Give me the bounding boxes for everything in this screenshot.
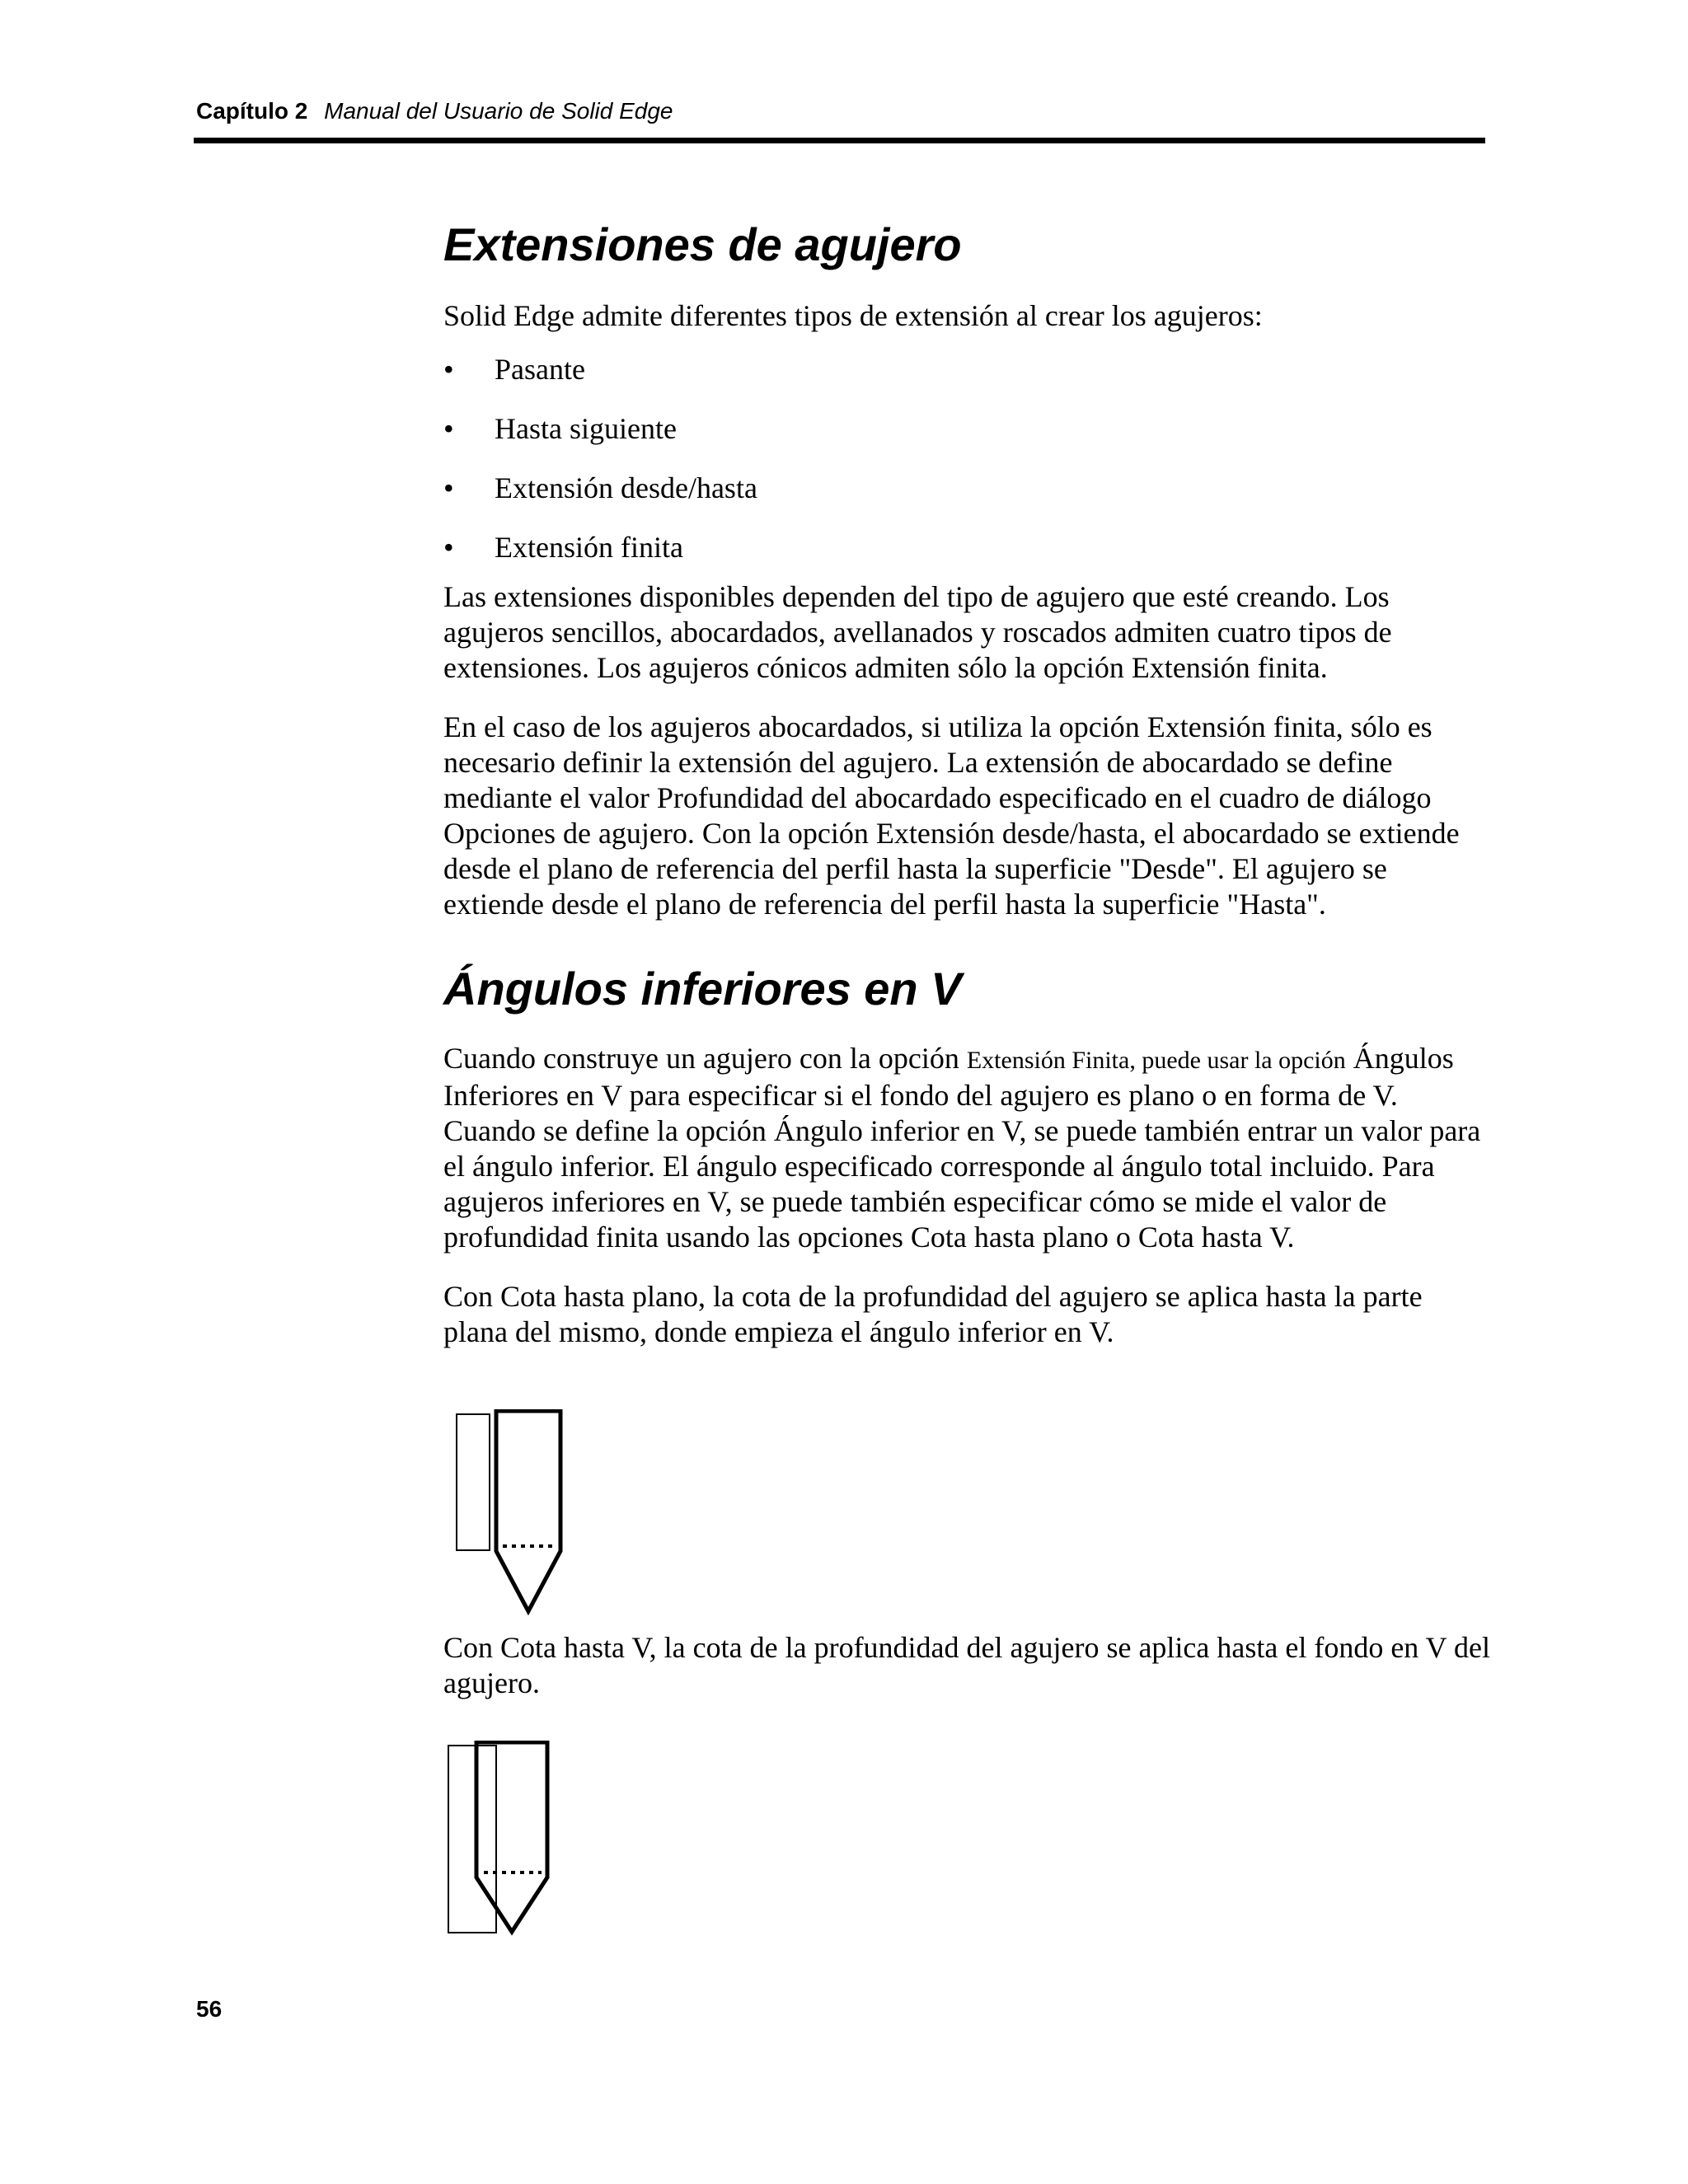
extension-types-list — [443, 352, 1490, 565]
body-paragraph: Las extensiones disponibles dependen del tipo de agujero que esté creando. Los agujeros sencillos, abocardados, avellanados y roscados admiten cuatro tipos de extensiones. Los agujeros cónicos admiten sólo la opción Extensión finita. — [443, 580, 1392, 684]
bullet-icon: • — [443, 531, 454, 564]
body-paragraph: Cuando construye un agujero con la opción Extensión Finita, puede usar la opción Ángulos Inferiores en V para especificar si el fondo del agujero es plano o en forma de V. Cuando se define la opción Ángulo inferior en V, se puede también entrar un valor para el ángulo inferior. El ángulo especificado corresponde al ángulo total incluido. Para agujeros inferiores en V, se puede también especificar cómo se mide el valor de profundidad finita usando las opciones Cota hasta plano o Cota hasta V. — [443, 1042, 1481, 1254]
list-item-label: Extensión finita — [495, 531, 683, 564]
bullet-icon: • — [443, 412, 454, 445]
running-header — [196, 96, 673, 126]
list-item — [443, 352, 1490, 387]
list-item-label: Extensión desde/hasta — [495, 471, 757, 504]
hole-depth-to-v-diagram — [447, 1741, 554, 1938]
body-paragraph: Con Cota hasta V, la cota de la profundidad del agujero se aplica hasta el fondo en V del agujero. — [443, 1631, 1490, 1699]
main-content — [443, 216, 1490, 1350]
list-item-label: Pasante — [495, 353, 585, 386]
list-item — [443, 411, 1490, 447]
bullet-icon: • — [443, 353, 454, 386]
chapter-label: Capítulo 2 — [196, 98, 308, 124]
intro-paragraph: Solid Edge admite diferentes tipos de extensión al crear los agujeros: — [443, 299, 1263, 332]
section-heading-extensiones: Extensiones de agujero — [443, 218, 962, 270]
list-item — [443, 471, 1490, 506]
body-paragraph: En el caso de los agujeros abocardados, si utiliza la opción Extensión finita, sólo es necesario definir la extensión del agujero. La extensión de abocardado se define mediante el valor Profundidad del abocardado especificado en el cuadro de diálogo Opciones de agujero. Con la opción Extensión desde/hasta, el abocardado se extiende desde el plano de referencia del perfil hasta la superficie "Desde". El agujero se extiende desde el plano de referencia del perfil hasta la superficie "Hasta". — [443, 710, 1460, 921]
book-title: Manual del Usuario de Solid Edge — [324, 98, 673, 124]
figure-depth-to-v — [447, 1741, 554, 1938]
figure-depth-to-flat — [455, 1409, 570, 1615]
section-heading-angulos: Ángulos inferiores en V — [443, 963, 962, 1015]
page-number: 56 — [196, 1996, 223, 2022]
header-rule — [194, 138, 1485, 143]
body-paragraph: Con Cota hasta plano, la cota de la profundidad del agujero se aplica hasta la parte plana del mismo, donde empieza el ángulo inferior en V. — [443, 1280, 1423, 1348]
hole-depth-to-flat-diagram — [455, 1409, 570, 1615]
bullet-icon: • — [443, 471, 454, 504]
list-item — [443, 530, 1490, 565]
list-item-label: Hasta siguiente — [495, 412, 677, 445]
